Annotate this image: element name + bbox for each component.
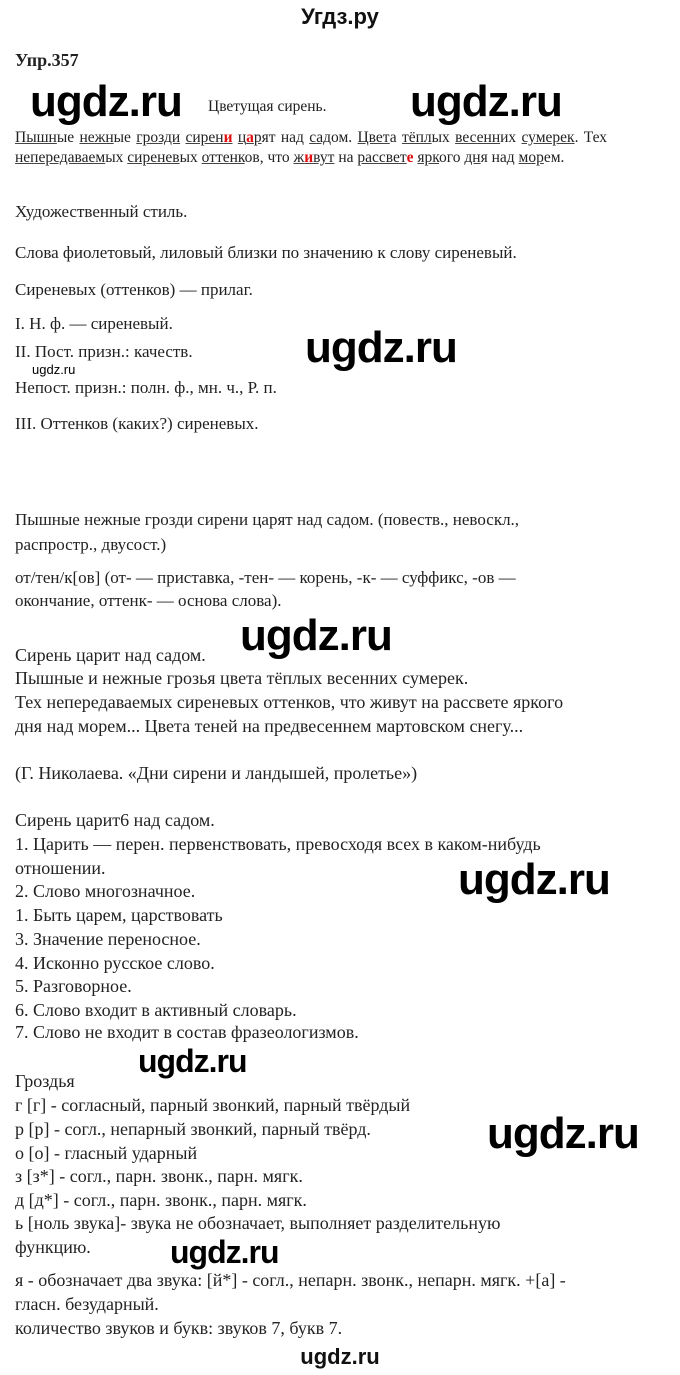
watermark-small: ugdz.ru bbox=[32, 362, 76, 377]
underlined-morpheme: Пышн bbox=[15, 129, 57, 146]
text-line: Сирень царит над садом. bbox=[15, 645, 206, 665]
exercise-title: Упр.357 bbox=[15, 50, 79, 70]
text-segment: . Тех bbox=[574, 129, 608, 146]
underlined-morpheme: тёпл bbox=[401, 129, 432, 146]
text-line: д [д*] - согл., парн. звонк., парн. мягк. bbox=[15, 1190, 307, 1210]
underlined-morpheme: ярк bbox=[417, 149, 440, 166]
underlined-morpheme: мор bbox=[518, 149, 544, 166]
text-line: распростр., двусост.) bbox=[15, 535, 167, 554]
text-line: р [р] - согл., непарный звонкий, парный твёрд. bbox=[15, 1119, 371, 1139]
text-line: III. Оттенков (каких?) сиреневых. bbox=[15, 414, 259, 433]
text-line: Гроздья bbox=[15, 1071, 75, 1091]
text-line: окончание, оттенк- — основа слова). bbox=[15, 591, 282, 610]
text-line: о [о] - гласный ударный bbox=[15, 1143, 198, 1163]
underlined-morpheme: нежн bbox=[79, 129, 114, 146]
text-line: 1. Быть царем, царствовать bbox=[15, 905, 223, 925]
underlined-morpheme: дн bbox=[464, 149, 481, 166]
underlined-morpheme: вут bbox=[313, 149, 335, 166]
text-line: Художественный стиль. bbox=[15, 202, 188, 221]
text-line: 4. Исконно русское слово. bbox=[15, 953, 215, 973]
text-line: Слова фиолетовый, лиловый близки по значению к слову сиреневый. bbox=[15, 243, 517, 262]
text-segment: ых bbox=[431, 129, 456, 146]
underlined-morpheme: оттенк bbox=[201, 149, 245, 166]
watermark: ugdz.ru bbox=[458, 855, 610, 904]
watermark: ugdz.ru bbox=[410, 77, 562, 126]
text-line: з [з*] - согл., парн. звонк., парн. мягк. bbox=[15, 1166, 303, 1186]
watermark: ugdz.ru bbox=[487, 1109, 639, 1158]
text-line: функцию. bbox=[15, 1237, 91, 1257]
underlined-morpheme: Цвет bbox=[357, 129, 390, 146]
text-line: гласн. безударный. bbox=[15, 1294, 159, 1314]
text-line: 2. Слово многозначное. bbox=[15, 881, 196, 901]
source-paragraph bbox=[15, 128, 607, 168]
text-title: Цветущая сирень. bbox=[208, 98, 327, 115]
watermark: ugdz.ru bbox=[138, 1043, 247, 1079]
text-segment: ые bbox=[56, 129, 80, 146]
underlined-morpheme: сад bbox=[309, 129, 332, 146]
site-footer: ugdz.ru bbox=[300, 1344, 380, 1369]
text-line: отношении. bbox=[15, 858, 106, 878]
text-line: 3. Значение переносное. bbox=[15, 929, 201, 949]
text-line: Пышные нежные грозди сирени царят над садом. (повеств., невоскл., bbox=[15, 510, 520, 529]
highlighted-letter: е bbox=[406, 149, 414, 166]
text-segment: ых bbox=[105, 149, 128, 166]
highlighted-letter: и bbox=[304, 149, 314, 166]
underlined-morpheme: сиренев bbox=[127, 149, 180, 166]
text-segment: их bbox=[500, 129, 522, 146]
text-line: 5. Разговорное. bbox=[15, 976, 132, 996]
text-segment: ые bbox=[113, 129, 137, 146]
underlined-morpheme: непередаваем bbox=[15, 149, 106, 166]
text-line: количество звуков и букв: звуков 7, букв 7. bbox=[15, 1318, 343, 1338]
text-line: Непост. призн.: полн. ф., мн. ч., Р. п. bbox=[15, 378, 277, 397]
text-line: дня над морем... Цвета теней на предвесеннем мартовском снегу... bbox=[15, 716, 524, 736]
text-segment: на bbox=[334, 149, 358, 166]
text-line: II. Пост. призн.: качеств. bbox=[15, 342, 193, 361]
underlined-morpheme: ц bbox=[237, 129, 247, 146]
text-segment: ем. bbox=[543, 149, 565, 166]
text-line: Сиреневых (оттенков) — прилаг. bbox=[15, 280, 253, 299]
text-line: Пышные и нежные грозья цвета тёплых весенних сумерек. bbox=[15, 668, 469, 688]
text-line: ь [ноль звука]- звука не обозначает, выполняет разделительную bbox=[15, 1213, 501, 1233]
text-segment: ого bbox=[439, 149, 465, 166]
watermark: ugdz.ru bbox=[170, 1234, 279, 1270]
text-segment: ых bbox=[179, 149, 202, 166]
text-segment: а bbox=[389, 129, 402, 146]
underlined-morpheme: весенн bbox=[455, 129, 501, 146]
text-line: от/тен/к[ов] (от- — приставка, -тен- — корень, -к- — суффикс, -ов — bbox=[15, 568, 516, 587]
underlined-morpheme: р bbox=[253, 129, 262, 146]
site-header: Угдз.ру bbox=[301, 4, 379, 29]
underlined-morpheme: грозди bbox=[136, 129, 181, 146]
text-line: 6. Слово входит в активный словарь. bbox=[15, 1000, 297, 1020]
underlined-morpheme: рассвет bbox=[357, 149, 407, 166]
watermark: ugdz.ru bbox=[30, 77, 182, 126]
text-line: Тех непередаваемых сиреневых оттенков, что живут на рассвете яркого bbox=[15, 692, 564, 712]
text-line: Сирень царит6 над садом. bbox=[15, 810, 215, 830]
text-line: г [г] - согласный, парный звонкий, парный твёрдый bbox=[15, 1095, 411, 1115]
underlined-morpheme: ж bbox=[293, 149, 305, 166]
watermark: ugdz.ru bbox=[240, 611, 392, 660]
text-segment: ов, что bbox=[244, 149, 294, 166]
text-line: 1. Царить — перен. первенствовать, превосходя всех в каком-нибудь bbox=[15, 834, 541, 854]
highlighted-letter: и bbox=[223, 129, 233, 146]
text-line: I. Н. ф. — сиреневый. bbox=[15, 314, 173, 333]
text-segment: я над bbox=[480, 149, 519, 166]
quote-source: (Г. Николаева. «Дни сирени и ландышей, пролетье») bbox=[15, 763, 418, 783]
highlighted-letter: а bbox=[246, 129, 254, 146]
text-line: я - обозначает два звука: [й*] - согл., непарн. звонк., непарн. мягк. +[а] - bbox=[15, 1270, 566, 1290]
watermark: ugdz.ru bbox=[305, 323, 457, 372]
text-line: 7. Слово не входит в состав фразеологизмов. bbox=[15, 1022, 359, 1042]
underlined-morpheme: сумерек bbox=[521, 129, 575, 146]
text-segment: ят над bbox=[261, 129, 310, 146]
text-segment: ом. bbox=[331, 129, 358, 146]
underlined-morpheme: сирен bbox=[185, 129, 224, 146]
